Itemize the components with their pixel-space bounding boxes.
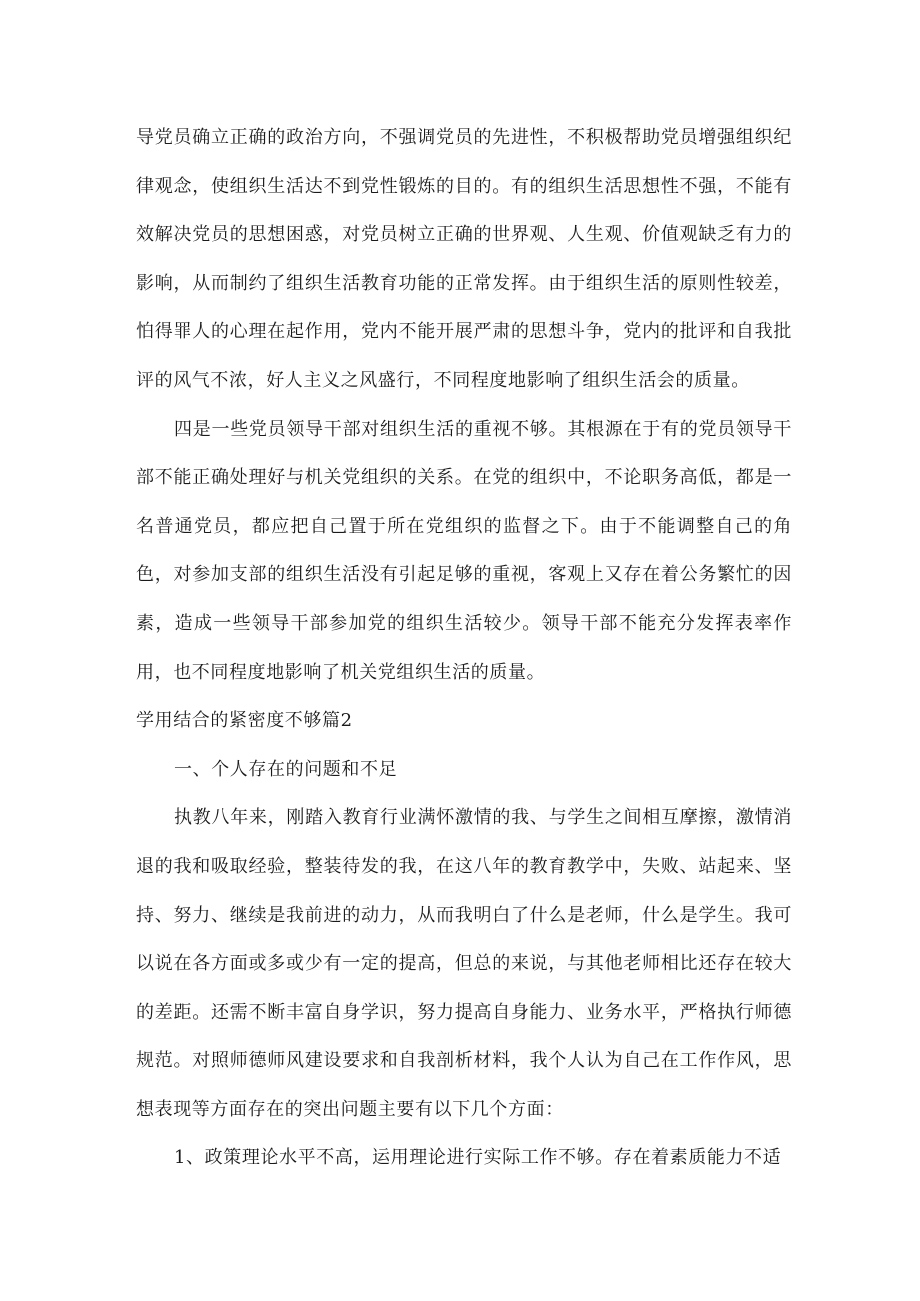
paragraph-teaching: 执教八年来，刚踏入教育行业满怀激情的我、与学生之间相互摩擦，激情消退的我和吸取经验，整装待发的我，在这八年的教育教学中，失败、站起来、坚持、努力、继续是我前进的动力，从而我明白了什么是老师，什么是学生。我可以说在各方面或多或少有一定的提高，但总的来说，与其他老师相比还存在较大的差距。还需不断丰富自身学识，努力提高自身能力、业务水平，严格执行师德规范。对照师德师风建设要求和自我剖析材料，我个人认为自己在工作作风，思想表现等方面存在的突出问题主要有以下几个方面： xyxy=(136,807,792,1120)
list-item-1: 1、政策理论水平不高，运用理论进行实际工作不够。存在着素质能力不适 xyxy=(174,1147,782,1169)
document-body xyxy=(136,114,792,1183)
paragraph-continued: 导党员确立正确的政治方向，不强调党员的先进性，不积极帮助党员增强组织纪律观念，使组织生活达不到党性锻炼的目的。有的组织生活思想性不强，不能有效解决党员的思想困惑，对党员树立正确的世界观、人生观、价值观缺乏有力的影响，从而制约了组织生活教育功能的正常发挥。由于组织生活的原则性较差，怕得罪人的心理在起作用，党内不能开展严肃的思想斗争，党内的批评和自我批评的风气不浓，好人主义之风盛行，不同程度地影响了组织生活会的质量。 xyxy=(136,127,792,391)
section-title: 学用结合的紧密度不够篇2 xyxy=(136,710,353,732)
subsection-title: 一、个人存在的问题和不足 xyxy=(174,758,398,780)
paragraph-leadership: 四是一些党员领导干部对组织生活的重视不够。其根源在于有的党员领导干部不能正确处理好与机关党组织的关系。在党的组织中，不论职务高低，都是一名普通党员，都应把自己置于所在党组织的监督之下。由于不能调整自己的角色，对参加支部的组织生活没有引起足够的重视，客观上又存在着公务繁忙的因素，造成一些领导干部参加党的组织生活较少。领导干部不能充分发挥表率作用，也不同程度地影响了机关党组织生活的质量。 xyxy=(136,418,792,683)
